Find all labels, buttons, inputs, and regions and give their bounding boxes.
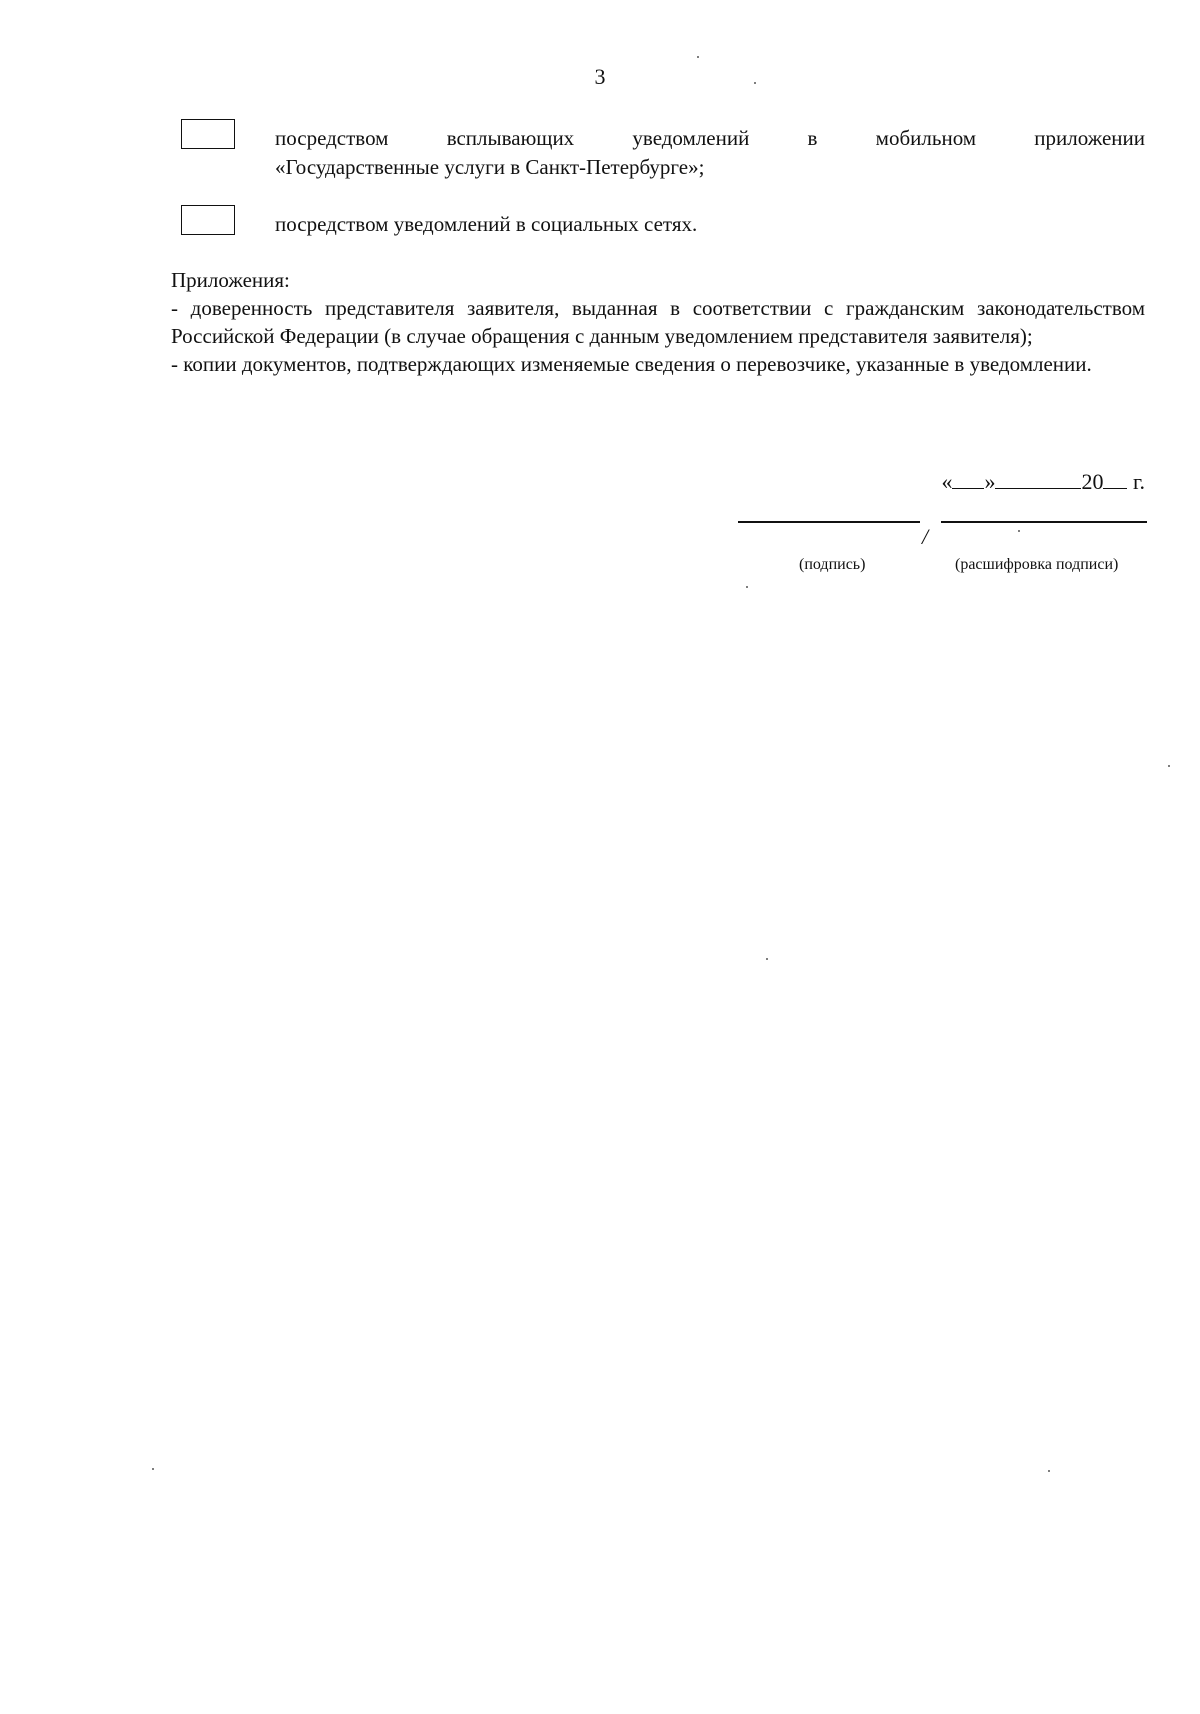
notification-checkbox-social-networks[interactable] [181, 205, 235, 235]
date-year-prefix: 20 [1081, 469, 1104, 494]
notification-checkbox-mobile-app[interactable] [181, 119, 235, 149]
scan-speck [1168, 765, 1170, 767]
scan-speck [1018, 530, 1020, 532]
signature-separator: / [922, 524, 929, 549]
option-social-networks-line-1: посредством уведомлений в социальных сетях. [275, 212, 698, 236]
signature-decoding-line[interactable] [941, 521, 1147, 523]
signature-caption: (подпись) [799, 556, 866, 573]
scan-speck [746, 586, 748, 588]
option-social-networks-text [275, 210, 1145, 239]
attachments-heading: Приложения: [171, 268, 290, 292]
date-day-blank[interactable] [952, 470, 984, 489]
scan-speck [754, 82, 756, 84]
signature-line[interactable] [738, 521, 920, 523]
date-year-blank[interactable] [1103, 470, 1127, 489]
option-mobile-app-line-2: «Государственные услуги в Санкт-Петербурге»; [275, 155, 705, 179]
date-month-blank[interactable] [995, 470, 1081, 489]
scan-speck [766, 958, 768, 960]
attachments-section [171, 266, 1145, 378]
page-number: 3 [594, 64, 606, 89]
scan-speck [697, 56, 699, 58]
date-line [941, 469, 1145, 495]
scan-speck [1048, 1470, 1050, 1472]
date-year-suffix: г. [1132, 469, 1145, 494]
date-close-quote: » [984, 469, 996, 494]
date-open-quote: « [941, 469, 953, 494]
signature-decoding-caption: (расшифровка подписи) [955, 556, 1119, 573]
option-mobile-app-line-1: посредством всплывающих уведомлений в мобильном приложении [275, 126, 1145, 150]
attachment-item-power-of-attorney: - доверенность представителя заявителя, выданная в соответствии с гражданским законодательством Российской Федерации (в случае обращения с данным уведомлением представителя заявителя); [171, 296, 1145, 348]
scan-speck [152, 1468, 154, 1470]
option-mobile-app-text [275, 124, 1145, 182]
attachment-item-document-copies: - копии документов, подтверждающих изменяемые сведения о перевозчике, указанные в уведомлении. [171, 352, 1092, 376]
